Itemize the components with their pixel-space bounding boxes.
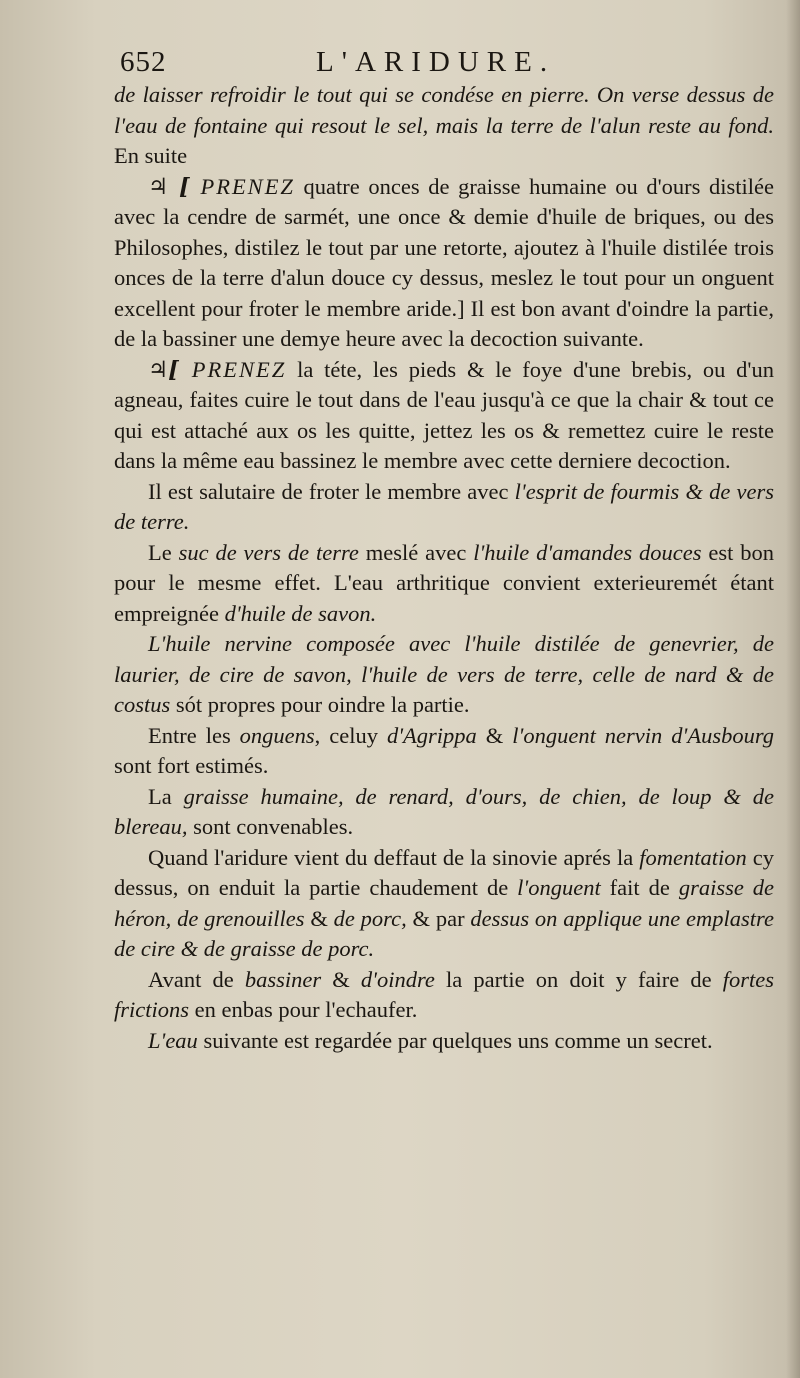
roman-text: Entre les	[148, 722, 240, 748]
roman-text: sont fort estimés.	[114, 753, 269, 778]
italic-text: de laisser refroidir le tout qui se condése en pierre. On verse dessus de l'eau de fontaine qui resout le sel, mais la terre de l'alun reste au fond.	[114, 82, 774, 138]
italic-text: l'huile d'amandes douces	[473, 539, 702, 565]
running-head: L'ARIDURE.	[316, 46, 556, 78]
recipe-symbol: ♃ [	[148, 173, 201, 200]
roman-text: en enbas pour l'echaufer.	[189, 997, 418, 1022]
roman-text: La	[148, 783, 184, 809]
paragraph-recipe-1	[114, 172, 774, 355]
italic-text: L'huile nervine composée avec l'huile distilée de genevrier, de laurier, de cire de savon, l'huile de vers de terre, celle de nard & de costus	[114, 631, 774, 717]
italic-text: d'Agrippa	[386, 722, 477, 748]
italic-text: PRENEZ	[200, 173, 295, 199]
body-text	[114, 80, 774, 1056]
page-spine-shadow	[786, 0, 800, 1378]
roman-text: Il est salutaire de froter le membre avec	[148, 478, 515, 504]
roman-text: Avant de	[148, 966, 245, 992]
page-number: 652	[120, 46, 167, 78]
roman-text: & par	[406, 905, 471, 931]
italic-text: d'huile de savon.	[224, 600, 377, 626]
italic-text: l'onguent	[517, 875, 601, 900]
roman-text: &	[321, 966, 361, 992]
roman-text: la partie on doit y faire de	[434, 966, 723, 992]
italic-text: dessus on applique une emplastre de cire & de graisse de porc.	[114, 905, 774, 961]
roman-text: &	[304, 905, 334, 931]
paragraph-5	[114, 629, 774, 721]
paragraph-8	[114, 843, 774, 965]
roman-text: En suite	[114, 143, 188, 168]
roman-text: , celuy	[314, 722, 387, 748]
italic-text: l'esprit de fourmis & de vers de terre.	[114, 478, 774, 534]
italic-text: L'eau	[148, 1027, 198, 1053]
italic-text: graisse de héron, de grenouilles	[114, 875, 775, 931]
recipe-symbol: ♃[	[148, 356, 192, 383]
italic-text: suc de vers de terre	[178, 539, 359, 565]
italic-text: onguens	[239, 722, 315, 748]
paragraph-6	[114, 721, 774, 782]
roman-text: meslé avec	[358, 539, 474, 565]
roman-text: la téte, les pieds & le foye d'une brebis, ou d'un agneau, faites cuire le tout dans de l'eau jusqu'à ce que la chair & tout ce qui est attaché aux os les quitte, jettez les os & remettez cuire le reste dans la même eau bassinez le membre avec cette derniere decoction.	[114, 356, 774, 473]
roman-text: Quand l'aridure vient du deffaut de la sinovie aprés la	[148, 844, 640, 870]
roman-text: sont convenables.	[187, 814, 354, 839]
paragraph-7	[114, 782, 774, 843]
italic-text: de porc,	[333, 905, 407, 931]
paragraph-3	[114, 477, 774, 538]
roman-text: &	[476, 722, 513, 748]
roman-text: fait de	[600, 875, 679, 900]
italic-text: l'onguent nervin d'Ausbourg	[512, 722, 774, 748]
paragraph-recipe-2	[114, 355, 774, 477]
italic-text: fomentation	[639, 844, 747, 870]
roman-text: cy dessus, on enduit la partie chaudement de	[114, 844, 774, 900]
roman-text: suivante est regardée par quelques uns comme un secret.	[197, 1027, 713, 1053]
roman-text: quatre onces de graisse humaine ou d'ours distilée avec la cendre de sarmét, une once & demie d'huile de briques, ou des Philosophes, distilez le tout par une retorte, ajoutez à l'huile distilée trois onces de la terre d'alun douce cy dessus, meslez le tout pour un onguent excellent pour froter le membre aride.] Il est bon avant d'oindre la partie, de la bassiner une demye heure avec la decoction suivante.	[114, 173, 774, 351]
italic-text: bassiner	[244, 966, 322, 992]
paragraph-9	[114, 965, 774, 1026]
paragraph-4	[114, 538, 774, 630]
paragraph-10	[114, 1026, 774, 1057]
paragraph-0	[114, 80, 774, 172]
roman-text: Le	[148, 539, 179, 565]
roman-text: sót propres pour oindre la partie.	[170, 692, 470, 717]
italic-text: PRENEZ	[191, 356, 287, 382]
italic-text: fortes frictions	[114, 966, 774, 1022]
roman-text: est bon pour le mesme effet. L'eau arthritique convient exterieuremét étant empreignée	[114, 539, 774, 626]
italic-text: graisse humaine, de renard, d'ours, de chien, de loup & de blereau,	[114, 783, 774, 839]
italic-text: d'oindre	[360, 966, 435, 992]
